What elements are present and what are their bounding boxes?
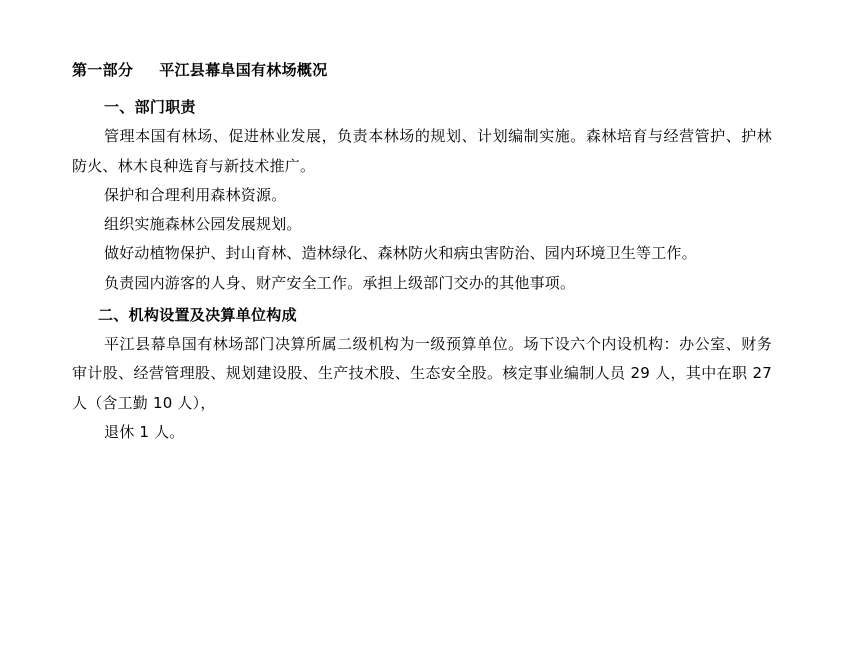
document-body — [72, 58, 772, 447]
section-2-paragraph-1: 平江县幕阜国有林场部门决算所属二级机构为一级预算单位。场下设六个内设机构：办公室、财务审计股、经营管理股、规划建设股、生产技术股、生态安全股。核定事业编制人员 29 人，其中在职 27 人（含工勤 10 人）， — [72, 335, 772, 412]
document-title — [72, 58, 772, 82]
section-1-paragraph-5: 负责园内游客的人身、财产安全工作。承担上级部门交办的其他事项。 — [104, 273, 576, 292]
section-heading-2: 二、机构设置及决算单位构成 — [98, 305, 297, 324]
section-heading-1: 一、部门职责 — [104, 98, 196, 116]
document-title-part: 第一部分 — [72, 61, 134, 79]
document-title-subject: 平江县幕阜国有林场概况 — [159, 61, 328, 79]
section-1-paragraph-1: 管理本国有林场、促进林业发展，负责本林场的规划、计划编制实施。森林培育与经营管护、护林防火、林木良种选育与新技术推广。 — [72, 127, 772, 175]
section-1-paragraph-4: 做好动植物保护、封山育林、造林绿化、森林防火和病虫害防治、园内环境卫生等工作。 — [104, 244, 697, 263]
section-1-paragraph-3: 组织实施森林公园发展规划。 — [104, 215, 302, 233]
section-2-paragraph-2: 退休 1 人。 — [104, 422, 185, 441]
section-1-paragraph-2: 保护和合理利用森林资源。 — [104, 185, 287, 204]
